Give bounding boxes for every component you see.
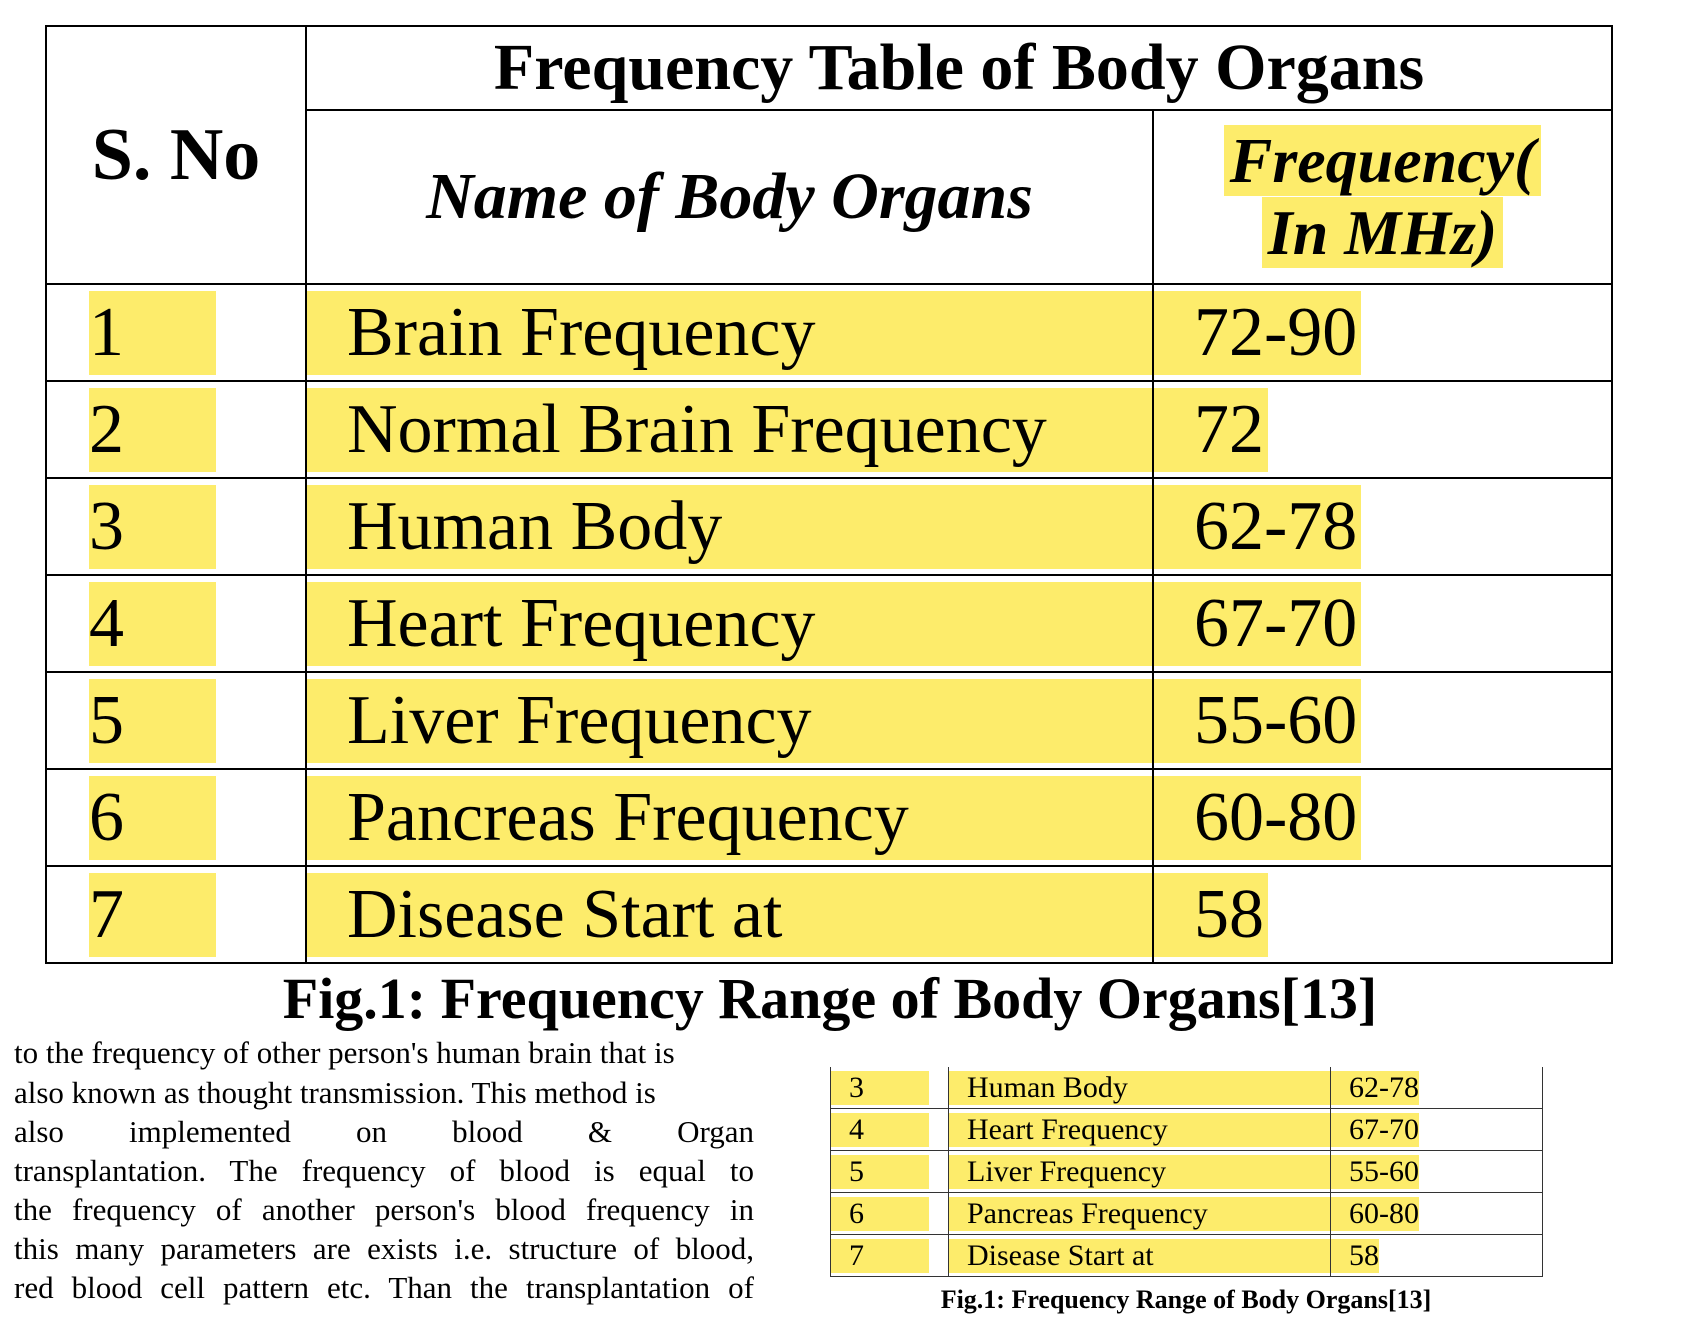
row-name: Disease Start at bbox=[307, 873, 1152, 957]
row-value: 72-90 bbox=[1154, 291, 1361, 375]
table-title: Frequency Table of Body Organs bbox=[306, 26, 1612, 110]
table-row bbox=[831, 1151, 1543, 1193]
row-sno: 7 bbox=[89, 873, 216, 957]
row-name: Human Body bbox=[949, 1071, 1330, 1105]
figure-caption: Fig.1: Frequency Range of Body Organs[13] bbox=[282, 966, 1378, 1031]
row-sno: 7 bbox=[831, 1239, 929, 1273]
paragraph-line: red blood cell pattern etc. Than the transplantation of bbox=[14, 1270, 754, 1305]
row-value: 67-70 bbox=[1331, 1113, 1419, 1147]
row-value: 58 bbox=[1331, 1239, 1379, 1273]
row-sno: 4 bbox=[89, 582, 216, 666]
frequency-table bbox=[45, 25, 1613, 964]
table-row bbox=[46, 769, 1612, 866]
table-row bbox=[831, 1235, 1543, 1277]
row-name: Pancreas Frequency bbox=[949, 1197, 1330, 1231]
table-row bbox=[831, 1067, 1543, 1109]
table-row bbox=[46, 284, 1612, 381]
row-sno: 3 bbox=[89, 485, 216, 569]
row-name: Pancreas Frequency bbox=[307, 776, 1152, 860]
row-name: Liver Frequency bbox=[949, 1155, 1330, 1189]
row-name: Heart Frequency bbox=[949, 1113, 1330, 1147]
row-name: Brain Frequency bbox=[307, 291, 1152, 375]
paragraph-line: this many parameters are exists i.e. structure of blood, bbox=[14, 1231, 754, 1266]
row-value: 60-80 bbox=[1331, 1197, 1419, 1231]
table-row bbox=[46, 381, 1612, 478]
row-value: 67-70 bbox=[1154, 582, 1361, 666]
row-name: Normal Brain Frequency bbox=[307, 388, 1152, 472]
paragraph-cut-line: to the frequency of other person's human brain that is bbox=[14, 1035, 675, 1070]
row-name: Human Body bbox=[307, 485, 1152, 569]
row-value: 58 bbox=[1154, 873, 1268, 957]
table-row bbox=[46, 672, 1612, 769]
row-value: 60-80 bbox=[1154, 776, 1361, 860]
frequency-column-header bbox=[1153, 110, 1612, 284]
frequency-header-line2: In MHz) bbox=[1262, 197, 1503, 268]
row-sno: 5 bbox=[89, 679, 216, 763]
row-name: Heart Frequency bbox=[307, 582, 1152, 666]
row-value: 72 bbox=[1154, 388, 1268, 472]
table-row bbox=[831, 1109, 1543, 1151]
row-sno: 3 bbox=[831, 1071, 929, 1105]
row-sno: 6 bbox=[831, 1197, 929, 1231]
small-frequency-table bbox=[830, 1067, 1543, 1277]
row-value: 55-60 bbox=[1331, 1155, 1419, 1189]
paragraph-line: also known as thought transmission. This method is bbox=[14, 1075, 656, 1110]
row-sno: 5 bbox=[831, 1155, 929, 1189]
body-paragraph bbox=[14, 1035, 754, 1307]
table-row bbox=[46, 478, 1612, 575]
table-row bbox=[831, 1193, 1543, 1235]
table-row bbox=[46, 575, 1612, 672]
row-sno: 2 bbox=[89, 388, 216, 472]
small-figure-caption: Fig.1: Frequency Range of Body Organs[13] bbox=[940, 1285, 1432, 1314]
row-sno: 6 bbox=[89, 776, 216, 860]
row-value: 62-78 bbox=[1154, 485, 1361, 569]
sno-header: S. No bbox=[46, 26, 306, 284]
row-sno: 4 bbox=[831, 1113, 929, 1147]
paragraph-line: transplantation. The frequency of blood is equal to bbox=[14, 1153, 754, 1188]
row-value: 55-60 bbox=[1154, 679, 1361, 763]
paragraph-line: also implemented on blood & Organ bbox=[14, 1114, 754, 1149]
frequency-header-line1: Frequency( bbox=[1224, 125, 1542, 196]
row-value: 62-78 bbox=[1331, 1071, 1419, 1105]
table-row bbox=[46, 866, 1612, 963]
row-name: Liver Frequency bbox=[307, 679, 1152, 763]
name-column-header: Name of Body Organs bbox=[306, 110, 1153, 284]
row-name: Disease Start at bbox=[949, 1239, 1330, 1273]
paragraph-line: the frequency of another person's blood frequency in bbox=[14, 1192, 754, 1227]
row-sno: 1 bbox=[89, 291, 216, 375]
